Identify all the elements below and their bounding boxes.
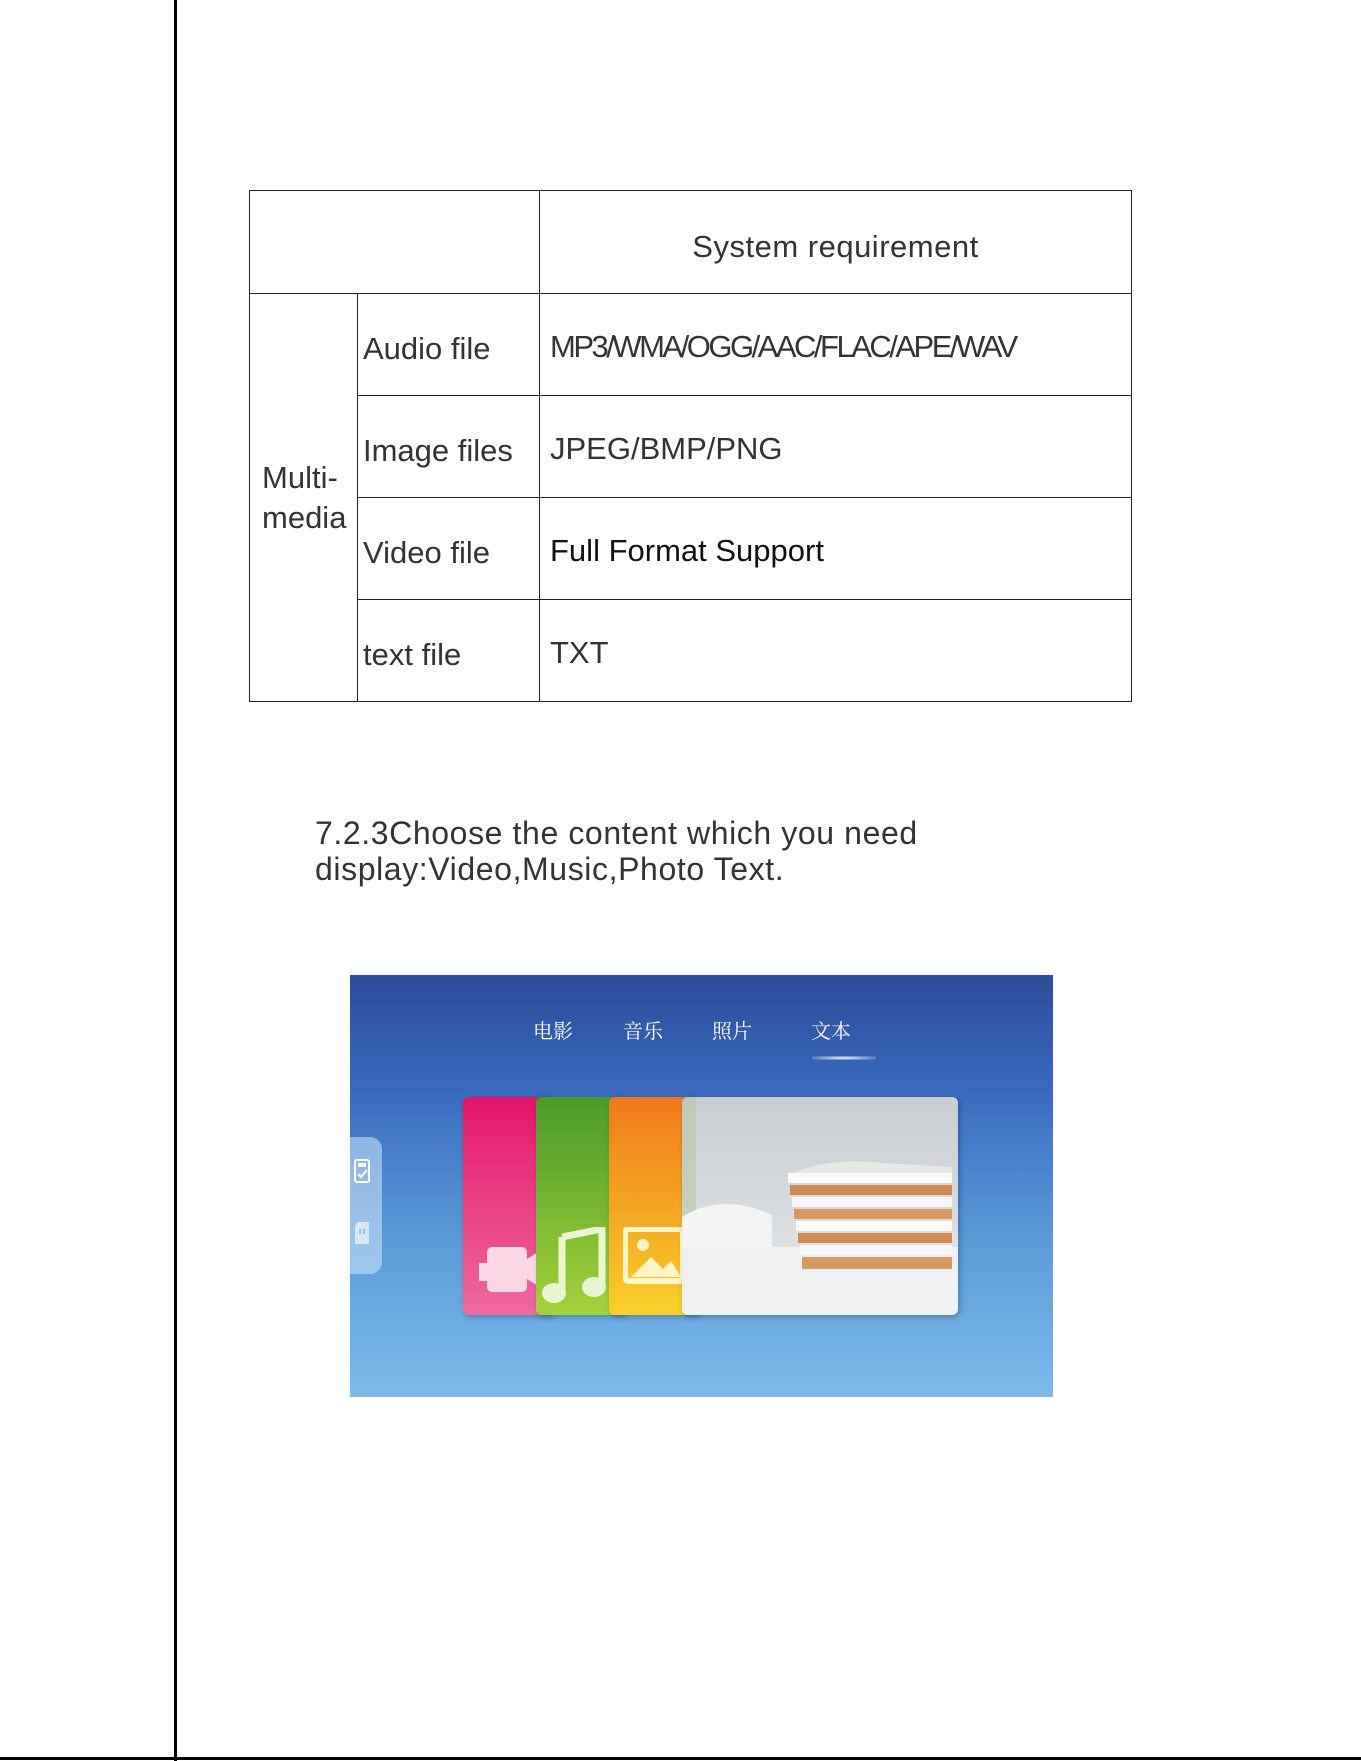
category-multimedia: Multi- media — [250, 294, 358, 702]
tab-music[interactable]: 音乐 — [623, 1019, 663, 1043]
usb-drive-icon[interactable] — [352, 1159, 372, 1183]
table-header-row — [250, 191, 1132, 294]
row-requirement: MP3/WMA/OGG/AAC/FLAC/APE/WAV — [540, 294, 1132, 396]
row-type: Image files — [358, 396, 540, 498]
system-requirement-table — [249, 190, 1132, 702]
table-row — [250, 600, 1132, 702]
row-type: text file — [358, 600, 540, 702]
tab-text[interactable]: 文本 — [811, 1019, 851, 1043]
row-type: Video file — [358, 498, 540, 600]
row-requirement: TXT — [540, 600, 1132, 702]
book-stack-icon — [682, 1097, 958, 1315]
music-note-icon — [542, 1227, 612, 1307]
table-row — [250, 294, 1132, 396]
table-header-title: System requirement — [540, 191, 1132, 294]
tab-photo[interactable]: 照片 — [712, 1019, 752, 1043]
table-header-empty-cell — [250, 191, 540, 294]
instruction-text: 7.2.3Choose the content which you need display:Video,Music,Photo Text. — [315, 815, 918, 887]
media-tab-bar — [350, 1015, 1053, 1055]
storage-dock — [350, 1137, 382, 1274]
row-type: Audio file — [358, 294, 540, 396]
media-menu-screenshot — [350, 975, 1053, 1397]
media-card-carousel — [463, 1097, 958, 1315]
page-margin-rule — [174, 0, 177, 1761]
row-requirement: Full Format Support — [540, 498, 1132, 600]
text-card[interactable] — [682, 1097, 958, 1315]
selected-tab-indicator — [812, 1056, 876, 1060]
tab-movie[interactable]: 电影 — [533, 1019, 573, 1043]
table-row — [250, 396, 1132, 498]
sd-card-icon[interactable] — [352, 1221, 372, 1245]
table-row — [250, 498, 1132, 600]
row-requirement: JPEG/BMP/PNG — [540, 396, 1132, 498]
page-bottom-rule — [0, 1757, 1361, 1760]
